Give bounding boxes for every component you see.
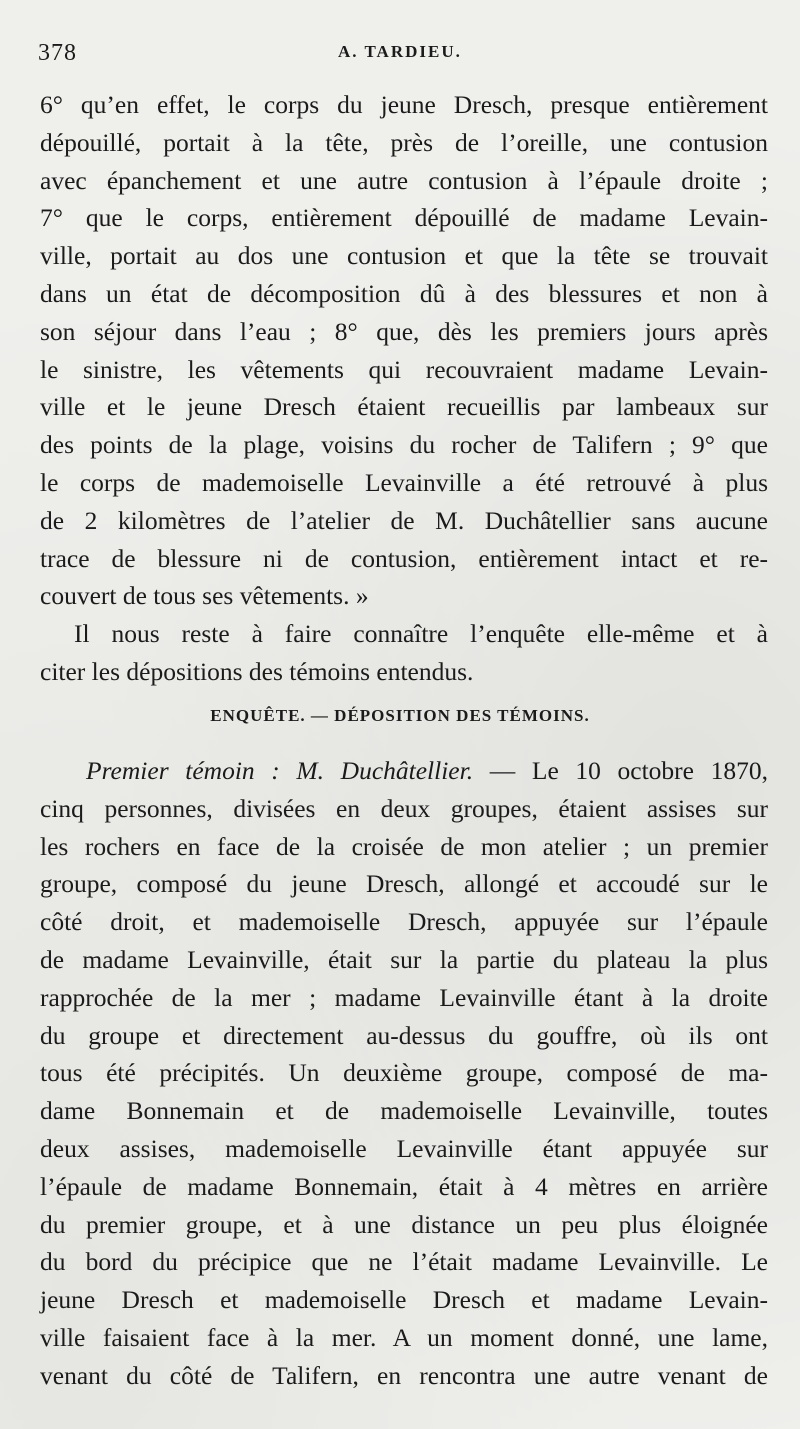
text-line: le corps de mademoiselle Levainville a été retrouvé à plus	[40, 467, 768, 497]
text-line: de 2 kilomètres de l’atelier de M. Duchâtellier sans aucune	[40, 505, 768, 535]
section-heading: ENQUÊTE. — DÉPOSITION DES TÉMOINS.	[210, 706, 590, 725]
text-line: des points de la plage, voisins du rocher de Talifern ; 9° que	[40, 430, 768, 460]
text-line-rest: — Le 10 octobre 1870,	[473, 756, 768, 785]
text-line: groupe, composé du jeune Dresch, allongé et accoudé sur le	[40, 869, 768, 899]
text-line: jeune Dresch et mademoiselle Dresch et madame Levain-	[40, 1285, 768, 1315]
text-line: ville faisaient face à la mer. A un moment donné, une lame,	[40, 1322, 768, 1352]
text-line: 7° que le corps, entièrement dépouillé de madame Levain-	[40, 203, 768, 233]
text-line: venant du côté de Talifern, en rencontra une autre venant de	[40, 1360, 768, 1390]
text-line: avec épanchement et une autre contusion à l’épaule droite ;	[40, 165, 768, 195]
text-line	[52, 752, 768, 790]
text-line: du groupe et directement au-dessus du gouffre, où ils ont	[40, 1020, 768, 1050]
testimony-paragraph	[52, 752, 768, 790]
text-line: côté droit, et mademoiselle Dresch, appuyée sur l’épaule	[40, 907, 768, 937]
text-line: ville et le jeune Dresch étaient recueillis par lambeaux sur	[40, 392, 768, 422]
text-line: trace de blessure ni de contusion, entièrement intact et re-	[40, 543, 768, 573]
text-line: deux assises, mademoiselle Levainville étant appuyée sur	[40, 1133, 768, 1163]
text-line: dépouillé, portait à la tête, près de l’oreille, une contusion	[40, 127, 768, 157]
text-line: citer les dépositions des témoins entendus.	[40, 656, 474, 686]
text-line: 6° qu’en effet, le corps du jeune Dresch, presque entièrement	[40, 90, 768, 119]
witness-lead: Premier témoin : M. Duchâtellier.	[86, 756, 474, 785]
text-line: cinq personnes, divisées en deux groupes, étaient assises sur	[40, 793, 768, 823]
paragraph-continuation	[40, 86, 768, 691]
text-line: du bord du précipice que ne l’était madame Levainville. Le	[40, 1247, 768, 1277]
page-header	[38, 36, 778, 76]
text-line: Il nous reste à faire connaître l’enquête elle-même et à	[74, 619, 768, 649]
testimony-paragraph-body	[40, 790, 768, 1395]
text-line: tous été précipités. Un deuxième groupe, composé de ma-	[40, 1058, 768, 1088]
text-line: dans un état de décomposition dû à des blessures et non à	[40, 278, 768, 308]
text-line: du premier groupe, et à une distance un peu plus éloignée	[40, 1209, 768, 1239]
text-line: de madame Levainville, était sur la partie du plateau la plus	[40, 944, 768, 974]
running-head: A. TARDIEU.	[338, 42, 462, 61]
text-line: le sinistre, les vêtements qui recouvraient madame Levain-	[40, 354, 768, 384]
page-number: 378	[38, 40, 77, 66]
text-line: l’épaule de madame Bonnemain, était à 4 mètres en arrière	[40, 1171, 768, 1201]
text-line: ville, portait au dos une contusion et que la tête se trouvait	[40, 241, 768, 271]
text-line: dame Bonnemain et de mademoiselle Levainville, toutes	[40, 1096, 768, 1126]
text-line: couvert de tous ses vêtements. »	[40, 581, 369, 611]
text-line: son séjour dans l’eau ; 8° que, dès les premiers jours après	[40, 316, 768, 346]
text-line: rapprochée de la mer ; madame Levainville étant à la droite	[40, 982, 768, 1012]
text-line: les rochers en face de la croisée de mon atelier ; un premier	[40, 831, 768, 861]
